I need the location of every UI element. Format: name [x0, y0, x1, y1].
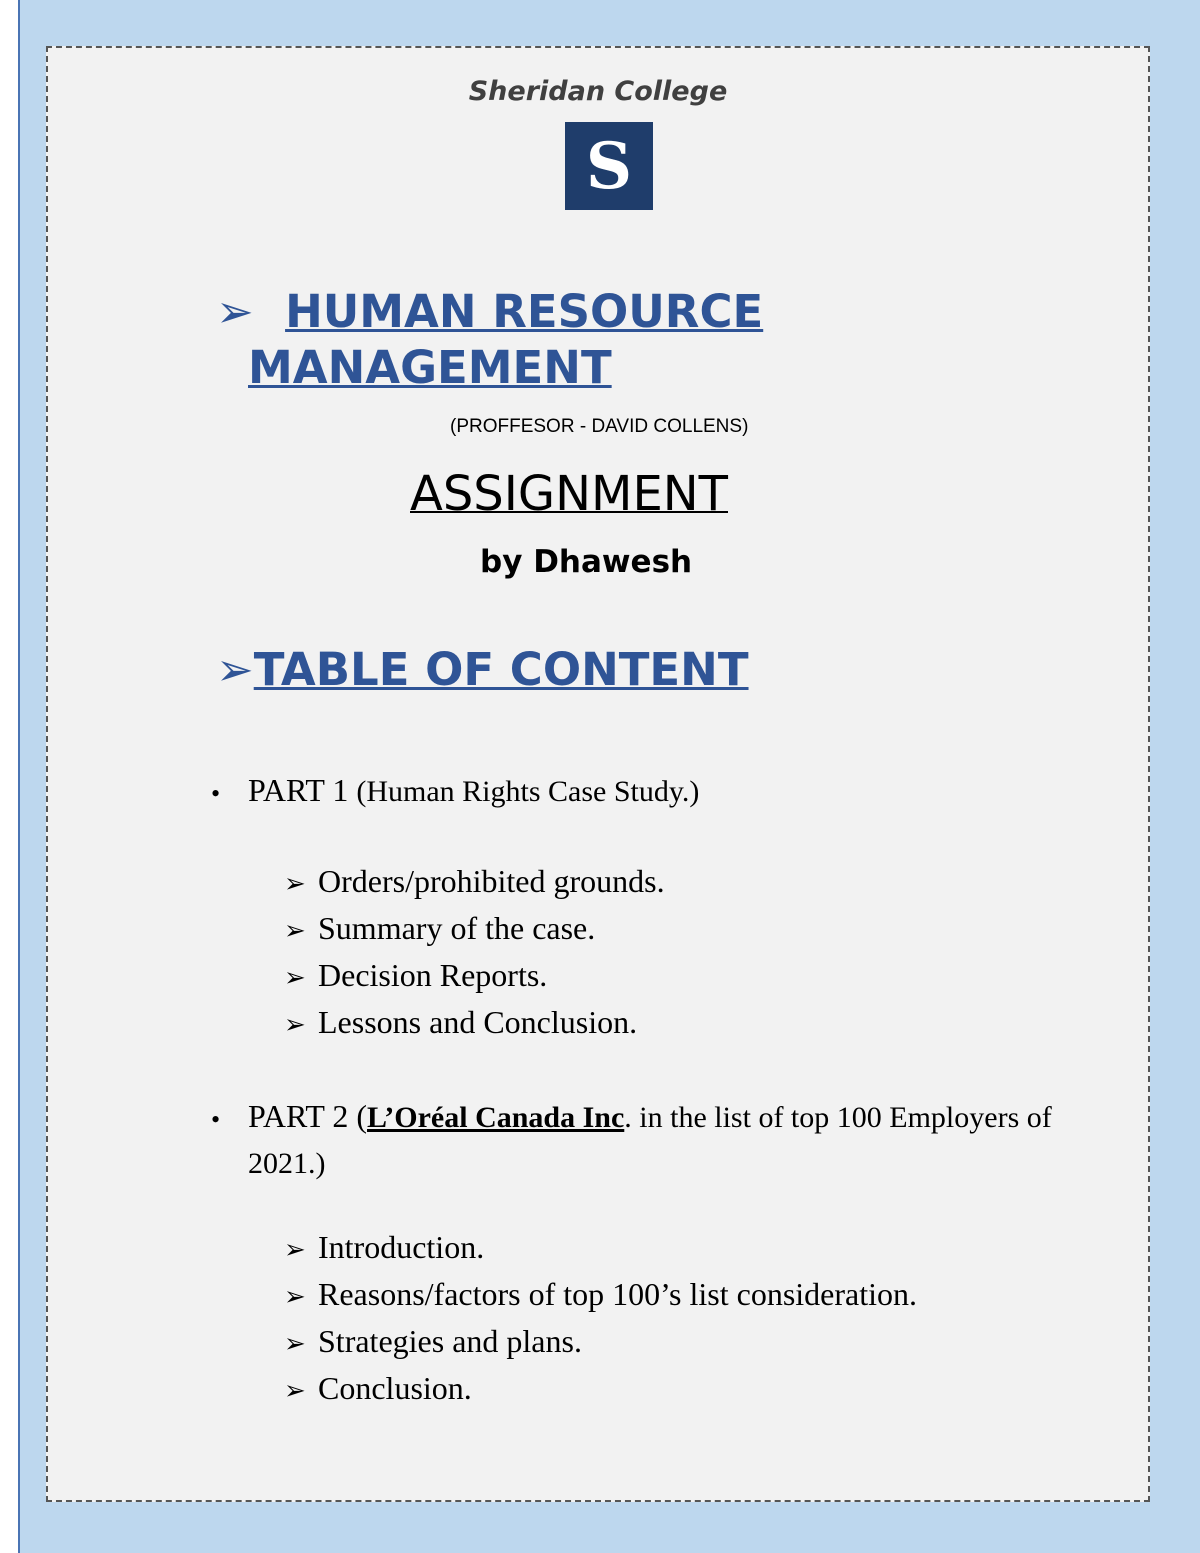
- list-item: ➢ Decision Reports.: [284, 952, 665, 999]
- part1-desc: (Human Rights Case Study.): [356, 775, 700, 808]
- toc-heading-text: TABLE OF CONTENT: [253, 643, 749, 696]
- professor-name: (PROFFESOR - DAVID COLLENS): [450, 416, 749, 437]
- part1-subitems: [284, 858, 665, 1046]
- document-page: [46, 46, 1150, 1502]
- part1-label: PART 1: [248, 772, 349, 808]
- part2-desc: . in the list of top 100 Employers of: [624, 1101, 1052, 1134]
- arrow-bullet-icon: ➢: [284, 1282, 306, 1312]
- bullet-icon: •: [211, 1104, 221, 1134]
- list-item: ➢ Summary of the case.: [284, 905, 665, 952]
- course-title-text1: HUMAN RESOURCE: [285, 285, 764, 338]
- arrow-bullet-icon: ➢: [284, 1376, 306, 1406]
- list-item: ➢ Conclusion.: [284, 1365, 917, 1412]
- list-item: ➢ Strategies and plans.: [284, 1318, 917, 1365]
- part2-desc-cont: 2021.): [248, 1146, 326, 1180]
- course-title-line2: [248, 340, 612, 396]
- bullet-icon: •: [211, 778, 221, 808]
- list-item: ➢ Lessons and Conclusion.: [284, 999, 665, 1046]
- college-logo: S: [565, 122, 653, 210]
- course-title-text2: MANAGEMENT: [248, 341, 612, 394]
- part2-subitems: [284, 1224, 917, 1412]
- arrow-bullet-icon: ➢: [216, 285, 254, 338]
- arrow-bullet-icon: ➢: [284, 1235, 306, 1265]
- toc-part-1: [211, 768, 1111, 816]
- list-item: ➢ Orders/prohibited grounds.: [284, 858, 665, 905]
- arrow-bullet-icon: ➢: [284, 1329, 306, 1359]
- toc-part-2: • PART 2 (L’Oréal Canada Inc. in the list of top 100 Employers of 2021.): [211, 1094, 1111, 1186]
- page-left-edge: [0, 0, 20, 1553]
- part2-label: PART 2: [248, 1098, 349, 1134]
- arrow-bullet-icon: ➢: [284, 963, 306, 993]
- arrow-bullet-icon: ➢: [216, 643, 254, 696]
- course-title-line1: [216, 284, 763, 340]
- toc-heading: [216, 642, 749, 698]
- company-name: L’Oréal Canada Inc: [367, 1101, 625, 1134]
- arrow-bullet-icon: ➢: [284, 916, 306, 946]
- college-name: Sheridan College: [468, 76, 728, 107]
- arrow-bullet-icon: ➢: [284, 1010, 306, 1040]
- list-item: ➢ Introduction.: [284, 1224, 917, 1271]
- list-item: ➢ Reasons/factors of top 100’s list consideration.: [284, 1271, 917, 1318]
- arrow-bullet-icon: ➢: [284, 869, 306, 899]
- assignment-title: ASSIGNMENT: [410, 466, 728, 522]
- author-line: by Dhawesh: [480, 544, 693, 580]
